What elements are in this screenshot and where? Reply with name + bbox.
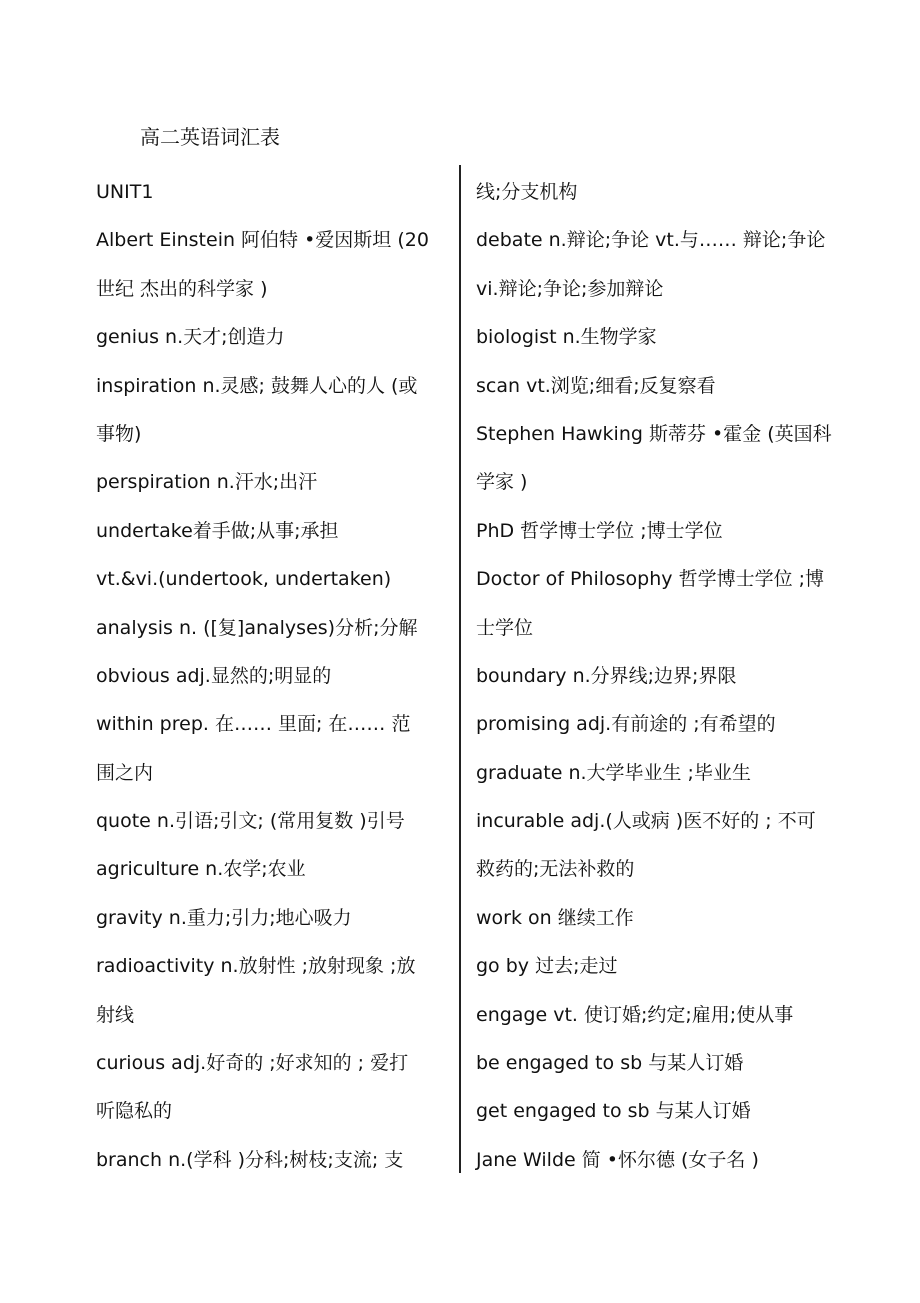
text-line: Doctor of Philosophy 哲学博士学位 ;博 bbox=[476, 568, 825, 591]
text-line: branch n.(学科 )分科;树枝;支流; 支 bbox=[96, 1148, 404, 1171]
text-line: Jane Wilde 简 •怀尔德 (女子名 ) bbox=[476, 1148, 759, 1171]
text-line: genius n.天才;创造力 bbox=[96, 326, 285, 349]
text-line: perspiration n.汗水;出汗 bbox=[96, 471, 318, 494]
text-line: biologist n.生物学家 bbox=[476, 326, 657, 349]
text-line: UNIT1 bbox=[96, 181, 154, 203]
text-line: scan vt.浏览;细看;反复察看 bbox=[476, 374, 716, 397]
text-line: get engaged to sb 与某人订婚 bbox=[476, 1100, 751, 1123]
text-line: graduate n.大学毕业生 ;毕业生 bbox=[476, 761, 751, 784]
text-line: analysis n. ([复]analyses)分析;分解 bbox=[96, 616, 418, 639]
text-line: agriculture n.农学;农业 bbox=[96, 858, 306, 881]
text-line: 射线 bbox=[96, 1003, 135, 1026]
text-line: 事物) bbox=[96, 422, 142, 445]
text-line: inspiration n.灵感; 鼓舞人心的人 (或 bbox=[96, 374, 418, 397]
text-line: promising adj.有前途的 ;有希望的 bbox=[476, 713, 776, 736]
text-line: engage vt. 使订婚;约定;雇用;使从事 bbox=[476, 1003, 794, 1026]
column-divider bbox=[459, 165, 461, 1173]
text-line: 士学位 bbox=[476, 616, 534, 639]
text-line: radioactivity n.放射性 ;放射现象 ;放 bbox=[96, 955, 416, 978]
text-line: curious adj.好奇的 ;好求知的 ; 爱打 bbox=[96, 1052, 409, 1075]
text-line: go by 过去;走过 bbox=[476, 955, 618, 978]
page-title: 高二英语词汇表 bbox=[140, 125, 280, 149]
text-line: quote n.引语;引文; (常用复数 )引号 bbox=[96, 810, 405, 833]
text-line: within prep. 在…… 里面; 在…… 范 bbox=[96, 713, 411, 736]
text-line: PhD 哲学博士学位 ;博士学位 bbox=[476, 519, 723, 542]
text-line: Albert Einstein 阿伯特 •爱因斯坦 (20 bbox=[96, 229, 429, 252]
text-line: 救药的;无法补救的 bbox=[476, 858, 635, 881]
text-line: Stephen Hawking 斯蒂芬 •霍金 (英国科 bbox=[476, 422, 832, 445]
text-line: be engaged to sb 与某人订婚 bbox=[476, 1052, 744, 1075]
text-line: 听隐私的 bbox=[96, 1100, 173, 1123]
text-line: undertake着手做;从事;承担 bbox=[96, 519, 339, 542]
text-line: 线;分支机构 bbox=[476, 181, 578, 203]
text-line: vi.辩论;争论;参加辩论 bbox=[476, 277, 664, 300]
left-column bbox=[96, 168, 448, 1184]
text-line: incurable adj.(人或病 )医不好的 ; 不可 bbox=[476, 810, 816, 833]
text-line: 围之内 bbox=[96, 761, 154, 784]
text-line: debate n.辩论;争论 vt.与…… 辩论;争论 bbox=[476, 229, 826, 252]
text-line: boundary n.分界线;边界;界限 bbox=[476, 664, 737, 687]
text-line: vt.&vi.(undertook, undertaken) bbox=[96, 568, 392, 591]
text-line: 学家 ) bbox=[476, 471, 528, 494]
text-line: obvious adj.显然的;明显的 bbox=[96, 664, 332, 687]
text-line: 世纪 杰出的科学家 ) bbox=[96, 277, 268, 300]
right-column bbox=[476, 168, 852, 1184]
text-line: work on 继续工作 bbox=[476, 906, 634, 929]
text-line: gravity n.重力;引力;地心吸力 bbox=[96, 906, 352, 929]
